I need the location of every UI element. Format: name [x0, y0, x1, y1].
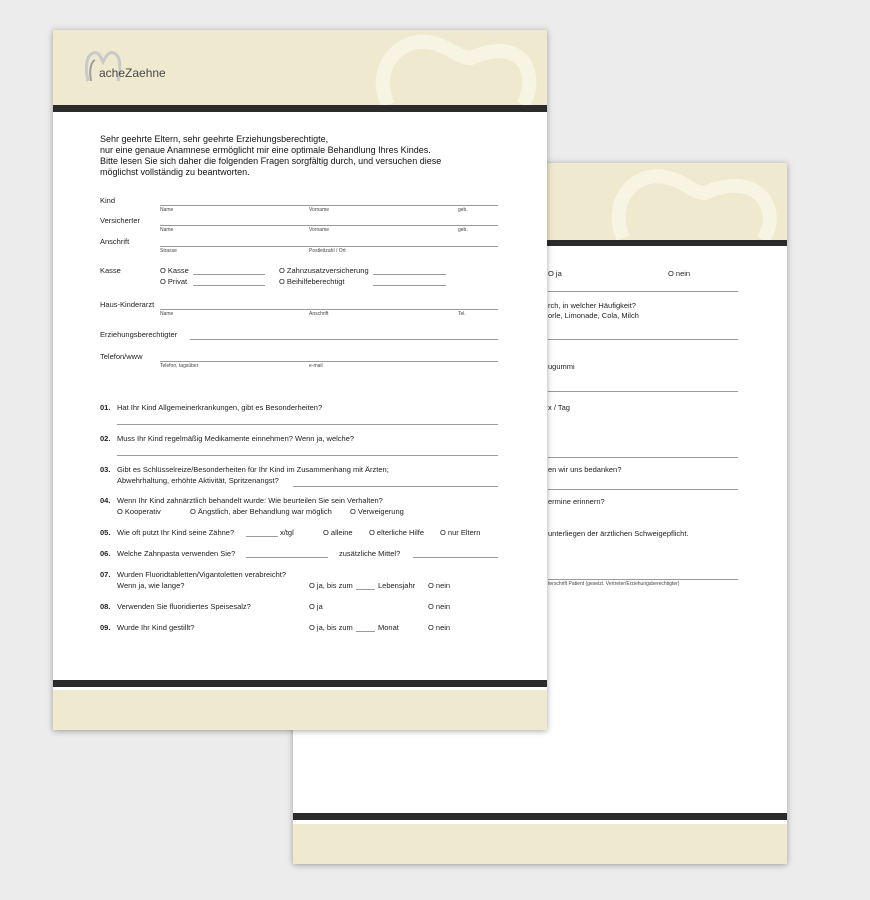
kinderarzt-input-line[interactable] [160, 309, 498, 310]
sublabel-geb: geb. [458, 207, 468, 213]
option-kooperativ[interactable]: O Kooperativ [117, 507, 161, 516]
back-footer [293, 824, 787, 864]
privat-input-line[interactable] [193, 285, 265, 286]
back-line [548, 291, 738, 292]
question-number: 02. [100, 434, 111, 443]
field-label-telefon: Telefon/www [100, 352, 143, 361]
question-text: Wenn Ihr Kind zahnärztlich behandelt wurde: Wie beurteilen Sie sein Verhalten? [117, 496, 383, 505]
signature-line[interactable] [548, 579, 738, 580]
answer-line[interactable] [356, 631, 375, 632]
checkbox-kasse[interactable]: O Kasse [160, 266, 189, 275]
intro-text [100, 134, 441, 178]
sublabel-strasse: Strasse [160, 248, 177, 254]
answer-line[interactable] [117, 424, 498, 425]
back-question-text: en wir uns bedanken? [548, 465, 622, 474]
intro-line: Sehr geehrte Eltern, sehr geehrte Erziehungsberechtigte, [100, 134, 329, 144]
unit-label: x/tgl [280, 528, 294, 537]
question-number: 04. [100, 496, 111, 505]
back-option-ja[interactable]: O ja [548, 269, 562, 278]
option-aengstlich[interactable]: O Ängstlich, aber Behandlung war möglich [190, 507, 332, 516]
kasse-input-line[interactable] [193, 274, 265, 275]
sublabel-tel: Tel. [458, 311, 466, 317]
option-nur-eltern[interactable]: O nur Eltern [440, 528, 481, 537]
answer-line[interactable] [413, 557, 498, 558]
answer-line[interactable] [356, 589, 375, 590]
answer-line[interactable] [246, 536, 278, 537]
sublabel-name: Name [160, 311, 174, 317]
checkbox-zahnzusatz[interactable]: O Zahnzusatzversicherung [279, 266, 369, 275]
kind-input-line[interactable] [160, 205, 498, 206]
front-header-bar [53, 105, 547, 112]
sublabel-plz-ort: Postleitzahl / Ort [309, 248, 346, 254]
sublabel-name: Name [160, 227, 174, 233]
question-number: 06. [100, 549, 111, 558]
answer-line[interactable] [117, 455, 498, 456]
telefon-input-line[interactable] [160, 361, 498, 362]
question-number: 09. [100, 623, 111, 632]
back-footer-bar [293, 813, 787, 820]
question-number: 05. [100, 528, 111, 537]
question-text: zusätzliche Mittel? [339, 549, 401, 558]
signature-caption: terschrift Patient (gesetzl. Vertreter/Erziehungsberechtigter) [548, 581, 680, 587]
back-question-text: unterliegen der ärztlichen Schweigepflicht. [548, 529, 689, 538]
field-label-anschrift: Anschrift [100, 237, 130, 246]
sublabel-name: Name [160, 207, 174, 213]
beihilfe-input-line[interactable] [373, 285, 446, 286]
option-alleine[interactable]: O alleine [323, 528, 353, 537]
front-footer-bar [53, 680, 547, 687]
sublabel-telefon: Telefon, tagsüber [160, 363, 199, 369]
back-option-nein[interactable]: O nein [668, 269, 691, 278]
sublabel-vorname: Vorname [309, 227, 330, 233]
back-question-text: rch, in welcher Häufigkeit? [548, 301, 636, 310]
anschrift-input-line[interactable] [160, 246, 498, 247]
option-nein[interactable]: O nein [428, 602, 451, 611]
intro-line: möglichst vollständig zu beantworten. [100, 167, 250, 177]
zahnzusatz-input-line[interactable] [373, 274, 446, 275]
question-text: Wurde Ihr Kind gestillt? [117, 623, 195, 632]
back-question-text: ermine erinnern? [548, 497, 605, 506]
option-ja[interactable]: O ja, bis zum [309, 623, 353, 632]
checkbox-privat[interactable]: O Privat [160, 277, 188, 286]
sublabel-geb: geb. [458, 227, 468, 233]
erziehungsberechtigter-input-line[interactable] [190, 339, 498, 340]
question-number: 08. [100, 602, 111, 611]
question-text: Abwehrhaltung, erhöhte Aktivität, Spritzenangst? [117, 476, 279, 485]
question-text: Gibt es Schlüsselreize/Besonderheiten für Ihr Kind im Zusammenhang mit Ärzten; [117, 465, 389, 474]
intro-line: nur eine genaue Anamnese ermöglicht mir eine optimale Behandlung Ihres Kindes. [100, 145, 431, 155]
option-ja[interactable]: O ja [309, 602, 323, 611]
front-footer [53, 690, 547, 730]
field-label-kind: Kind [100, 196, 116, 205]
field-label-haus-kinderarzt: Haus-Kinderarzt [100, 300, 155, 309]
checkbox-beihilfe[interactable]: O Beihilfeberechtigt [279, 277, 345, 286]
unit-label: Monat [378, 623, 399, 632]
back-line [548, 489, 738, 490]
back-line [548, 339, 738, 340]
sublabel-email: e-mail [309, 363, 323, 369]
answer-line[interactable] [246, 557, 328, 558]
back-line [548, 457, 738, 458]
option-elterliche-hilfe[interactable]: O elterliche Hilfe [369, 528, 425, 537]
unit-label: Lebensjahr [378, 581, 416, 590]
back-question-text: x / Tag [548, 403, 570, 412]
question-text: Hat Ihr Kind Allgemeinerkrankungen, gibt es Besonderheiten? [117, 403, 323, 412]
intro-line: Bitte lesen Sie sich daher die folgenden Fragen sorgfältig durch, und versuchen diese [100, 156, 442, 166]
question-number: 07. [100, 570, 111, 579]
field-label-erziehungsberechtigter: Erziehungsberechtigter [100, 330, 178, 339]
field-label-versicherter: Versicherter [100, 216, 141, 225]
back-question-text: orle, Limonade, Cola, Milch [548, 311, 639, 320]
option-ja[interactable]: O ja, bis zum [309, 581, 353, 590]
option-verweigerung[interactable]: O Verweigerung [350, 507, 404, 516]
question-number: 01. [100, 403, 111, 412]
question-text: Verwenden Sie fluoridiertes Speisesalz? [117, 602, 251, 611]
sublabel-anschrift: Anschrift [309, 311, 329, 317]
brand-name: acheZaehne [99, 66, 166, 80]
option-nein[interactable]: O nein [428, 581, 451, 590]
question-text: Welche Zahnpasta verwenden Sie? [117, 549, 236, 558]
option-nein[interactable]: O nein [428, 623, 451, 632]
field-label-kasse: Kasse [100, 266, 121, 275]
form-page-front [53, 30, 547, 730]
question-text: Wenn ja, wie lange? [117, 581, 185, 590]
front-header [53, 30, 547, 105]
answer-line[interactable] [293, 486, 498, 487]
question-text: Wurden Fluoridtabletten/Vigantoletten verabreicht? [117, 570, 286, 579]
back-line [548, 391, 738, 392]
back-question-text: ugummi [548, 362, 575, 371]
question-text: Muss Ihr Kind regelmäßig Medikamente einnehmen? Wenn ja, welche? [117, 434, 355, 443]
versicherter-input-line[interactable] [160, 225, 498, 226]
question-number: 03. [100, 465, 111, 474]
question-text: Wie oft putzt Ihr Kind seine Zähne? [117, 528, 235, 537]
sublabel-vorname: Vorname [309, 207, 330, 213]
